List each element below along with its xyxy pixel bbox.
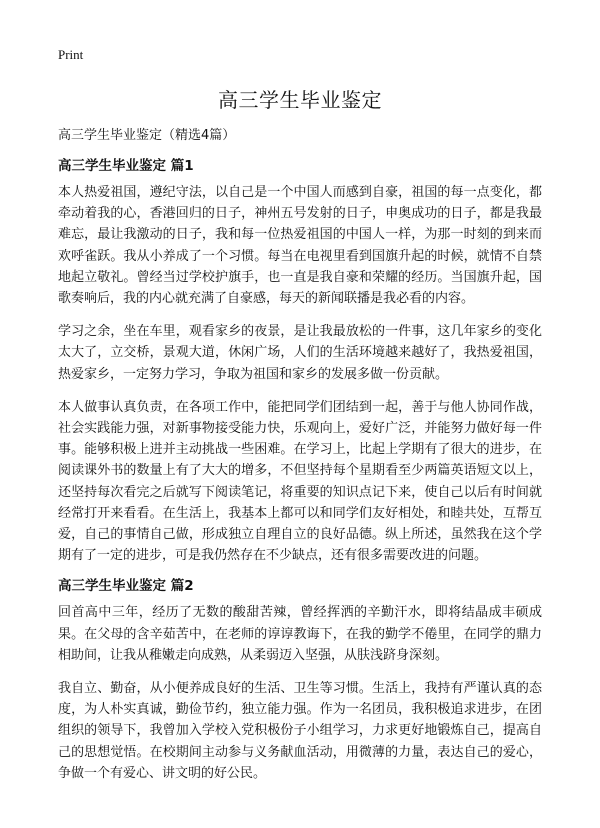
- paragraph: 本人做事认真负责，在各项工作中，能把同学们团结到一起，善于与他人协同作战，社会实践能力强，对新事物接受能力快，乐观向上，爱好广泛，并能努力做好每一件事。能够积极上进并主动挑战一些困难。在学习上，比起上学期有了很大的进步，在阅读课外书的数量上有了大大的增多，不但坚持每个星期看至少两篇英语短文以上，还坚持每次看完之后就写下阅读笔记，将重要的知识点记下来，使自己以后有时间就经常打开来看看。在生活上，我基本上都可以和同学们友好相处，和睦共处，互帮互爱，自己的事情自己做，形成独立自理自立的良好品德。纵上所述，虽然我在这个学期有了一定的进步，可是我仍然存在不少缺点，还有很多需要改进的问题。: [58, 399, 542, 564]
- paragraph: 本人热爱祖国，遵纪守法，以自己是一个中国人而感到自豪，祖国的每一点变化，都牵动着我的心，香港回归的日子，神州五号发射的日子，申奥成功的日子，都是我最难忘，最让我激动的日子，我和每一位热爱祖国的中国人一样，为那一时刻的到来而欢呼雀跃。我从小养成了一个习惯。每当在电视里看到国旗升起的时候，就情不自禁地起立敬礼。曾经当过学校护旗手，也一直是我自豪和荣耀的经历。当国旗升起，国歌奏响后，我的内心就充满了自豪感，每天的新闻联播是我必看的内容。: [58, 185, 542, 307]
- section-heading-1: 高三学生毕业鉴定 篇1: [58, 158, 194, 174]
- paragraph: 我自立、勤奋，从小便养成良好的生活、卫生等习惯。生活上，我持有严谨认真的态度，为人朴实真诚，勤俭节约，独立能力强。作为一名团员，我积极追求进步，在团组织的领导下，我曾加入学校入党积极份子小组学习，力求更好地锻炼自己，提高自己的思想觉悟。在校期间主动参与义务献血活动，用微薄的力量，表达自己的爱心，争做一个有爱心、讲文明的好公民。: [58, 681, 542, 781]
- paragraph: 学习之余，坐在车里，观看家乡的夜景，是让我最放松的一件事，这几年家乡的变化太大了，立交桥，景观大道，休闲广场，人们的生活环境越来越好了，我热爱祖国，热爱家乡，一定努力学习，争取为祖国和家乡的发展多做一份贡献。: [58, 324, 542, 382]
- page-title: 高三学生毕业鉴定: [218, 88, 382, 112]
- print-link[interactable]: Print: [58, 47, 84, 62]
- section-heading-2: 高三学生毕业鉴定 篇2: [58, 578, 194, 595]
- paragraph: 回首高中三年，经历了无数的酸甜苦辣，曾经挥洒的辛勤汗水，即将结晶成丰硕成果。在父母的含辛茹苦中，在老师的谆谆教诲下，在我的勤学不倦里，在同学的鼎力相助间，让我从稚嫩走向成熟，从柔弱迈入坚强，从肤浅跻身深刻。: [58, 605, 542, 663]
- article-subtitle: 高三学生毕业鉴定（精选4篇）: [58, 128, 236, 143]
